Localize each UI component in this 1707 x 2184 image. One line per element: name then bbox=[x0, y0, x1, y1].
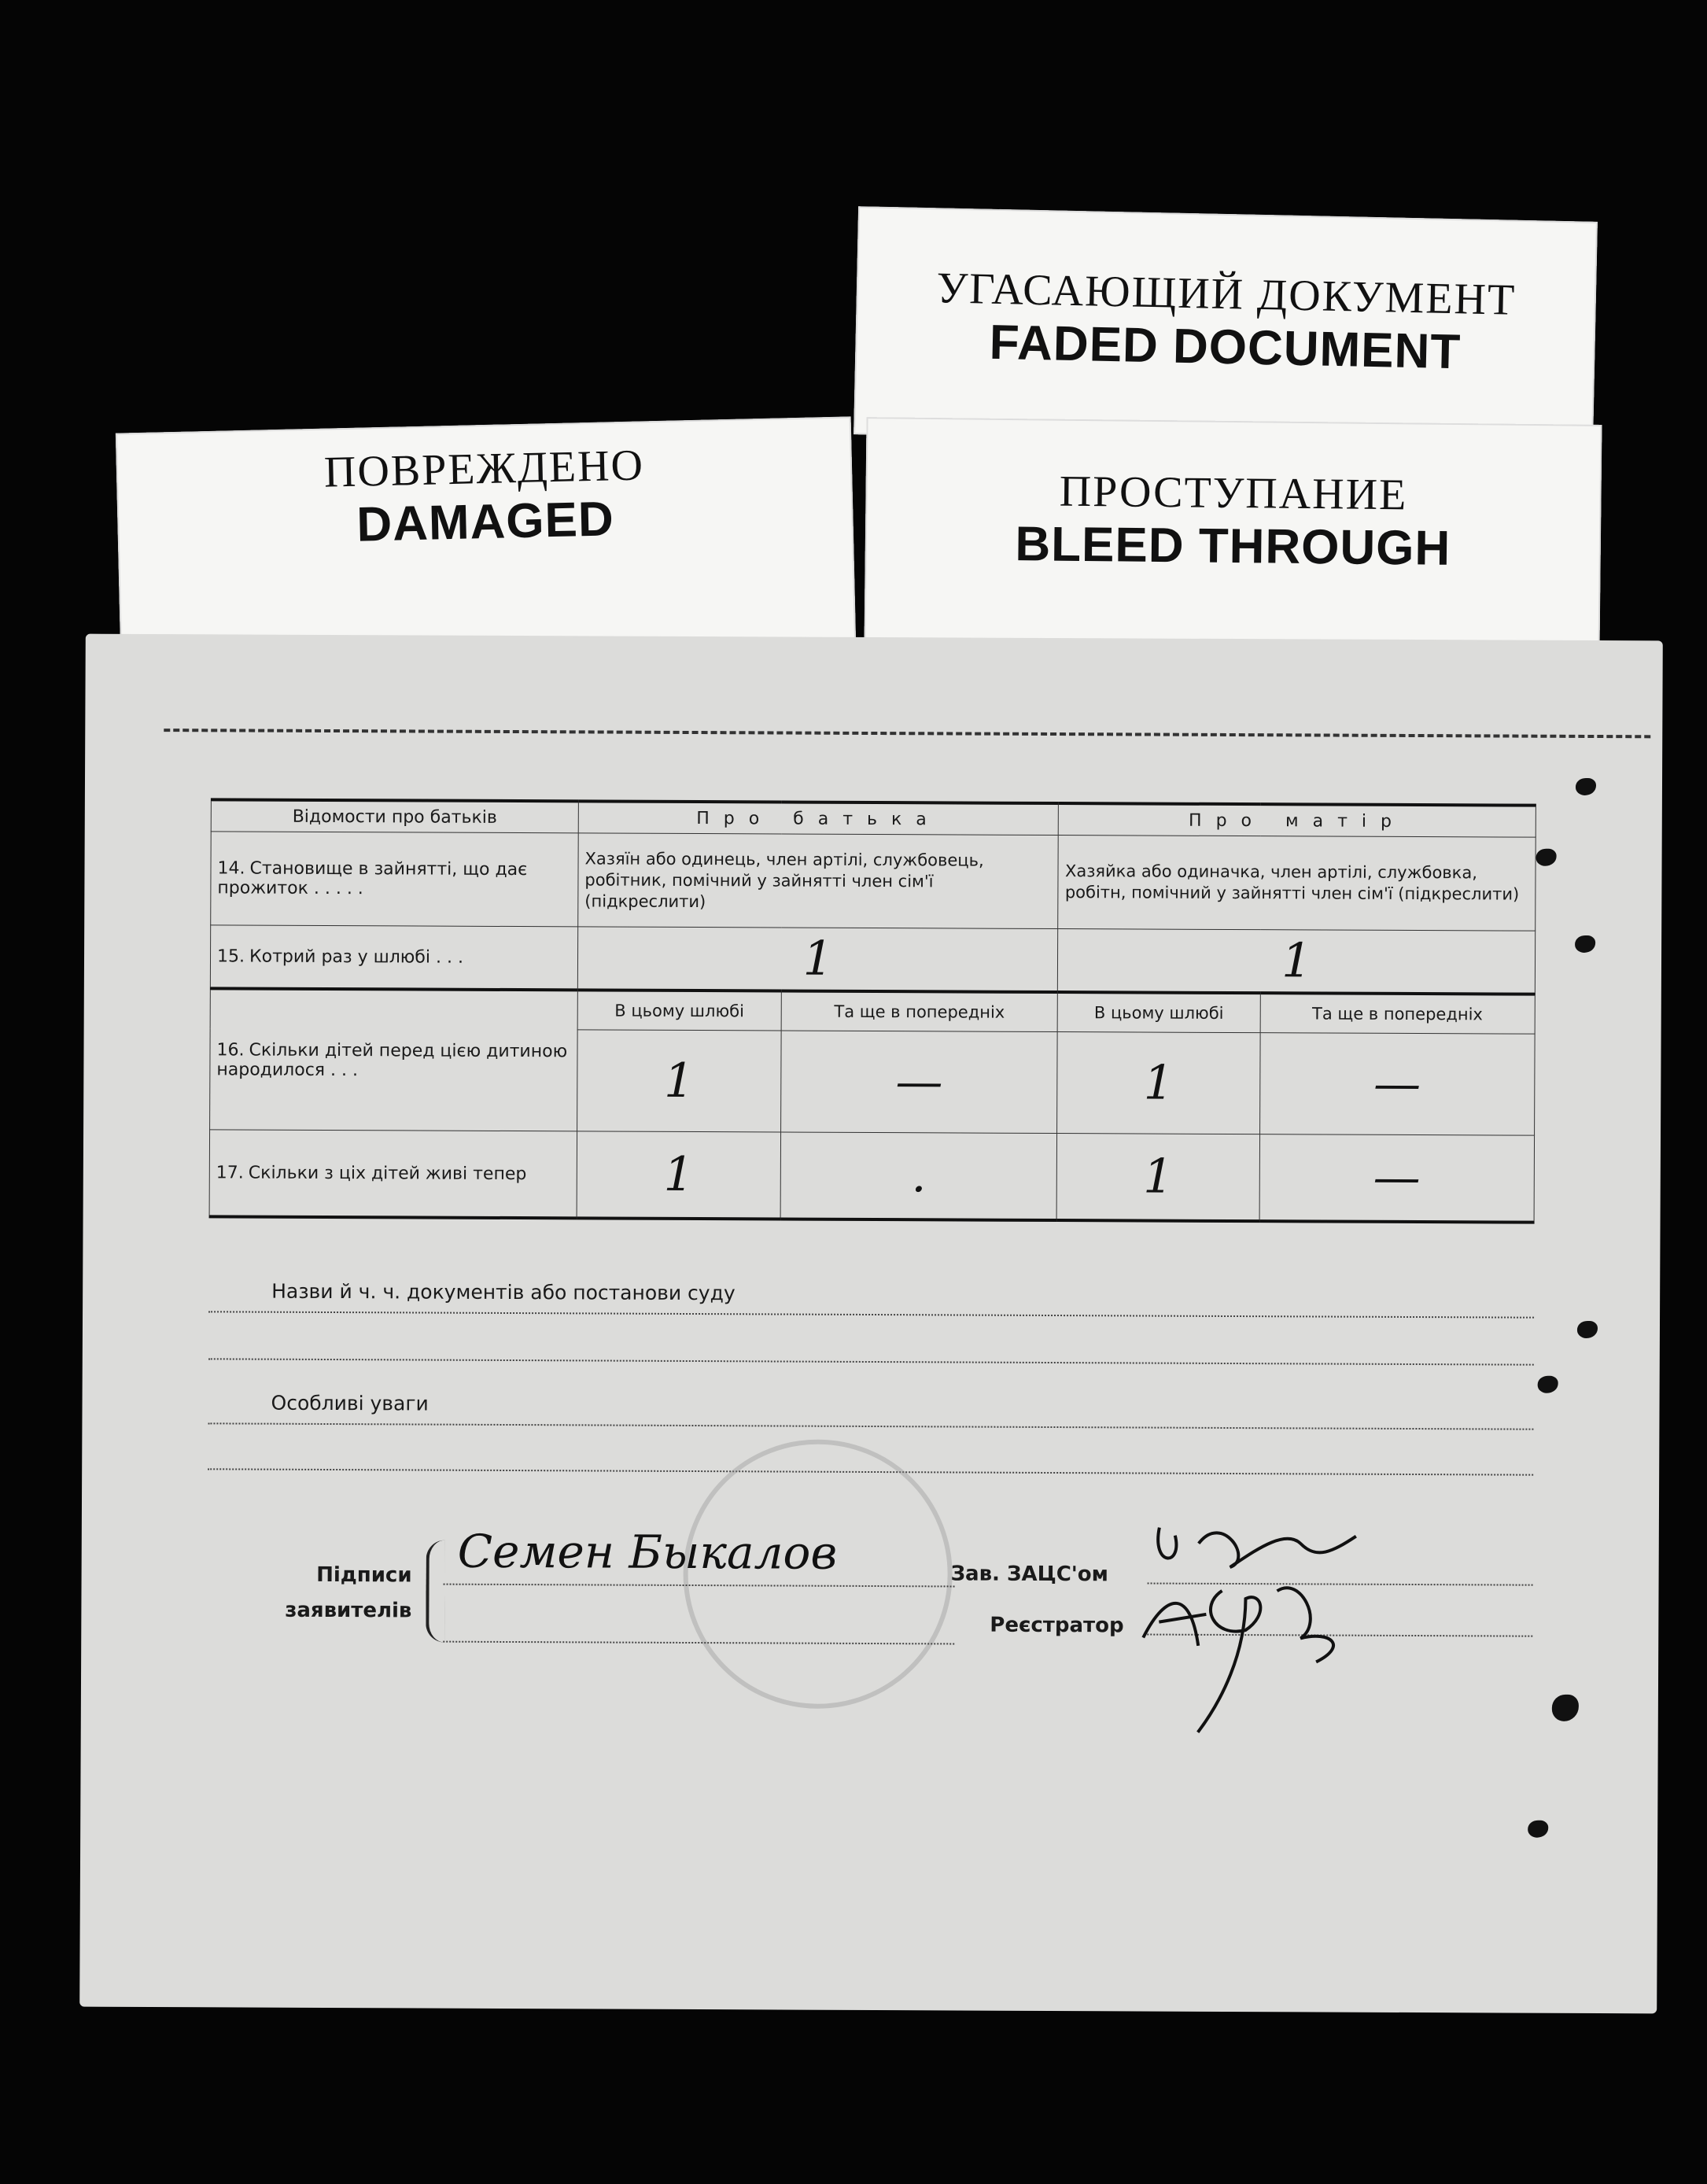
damaged-en-label: DAMAGED bbox=[356, 492, 615, 552]
perforation-line bbox=[164, 729, 1650, 738]
parents-info-table bbox=[209, 798, 1536, 1223]
row14-father-occupation: Хазяїн або одинець, член артілі, службовець, робітник, помічний у зайнятті член сім'ї (підкреслити) bbox=[578, 833, 1059, 929]
row17-label bbox=[209, 1130, 577, 1219]
row16-label bbox=[210, 988, 578, 1131]
punch-hole bbox=[1575, 935, 1595, 953]
remarks-label: Особливі уваги bbox=[271, 1391, 429, 1415]
row17-mother-this: 1 bbox=[1057, 1134, 1260, 1222]
row17-label-text: Скільки з ціх дітей живі тепер bbox=[248, 1163, 527, 1184]
record-form-page bbox=[79, 634, 1663, 2014]
damaged-card bbox=[116, 416, 856, 661]
punch-hole bbox=[1536, 849, 1557, 866]
row17-father-prev: . bbox=[780, 1132, 1057, 1220]
row14-number: 14. bbox=[217, 858, 245, 879]
documents-label: Назви й ч. ч. документів або постанови суду bbox=[271, 1279, 736, 1305]
punch-hole bbox=[1538, 1376, 1558, 1393]
punch-hole bbox=[1577, 1321, 1598, 1338]
row17-mother-prev: — bbox=[1259, 1134, 1535, 1223]
row15-number: 15. bbox=[216, 946, 245, 967]
signatures-label-2: заявителів bbox=[285, 1598, 412, 1623]
row16-father-this: 1 bbox=[577, 1030, 781, 1132]
remarks-line bbox=[208, 1391, 1533, 1430]
row15-label bbox=[210, 925, 577, 991]
row16-mother-this: 1 bbox=[1057, 1032, 1260, 1134]
header-parents-info: Відомости про батьків bbox=[211, 799, 578, 833]
signature-brace bbox=[426, 1540, 445, 1643]
header-father: Про батька bbox=[578, 801, 1059, 835]
header-mother: Про матір bbox=[1059, 803, 1536, 837]
subheader-mother-this: В цьому шлюбі bbox=[1058, 992, 1260, 1033]
punch-hole bbox=[1576, 778, 1596, 795]
bleed-ru-label: ПРОСТУПАНИЕ bbox=[1059, 467, 1408, 520]
faded-document-card bbox=[854, 206, 1598, 450]
damaged-ru-label: ПОВРЕЖДЕНО bbox=[323, 441, 645, 497]
applicant-signature: Семен Быкалов bbox=[457, 1524, 838, 1580]
bleed-en-label: BLEED THROUGH bbox=[1015, 517, 1451, 576]
faded-ru-label: УГАСАЮЩИЙ ДОКУМЕНТ bbox=[935, 264, 1517, 325]
registrar-label: Реєстратор bbox=[990, 1613, 1124, 1638]
row14-label-text: Становище в зайнятті, що дає прожиток . . . . . bbox=[217, 858, 528, 899]
subheader-mother-prev: Та ще в попередніх bbox=[1260, 993, 1536, 1034]
row14-mother-occupation: Хазяйка або одиначка, член артілі, службовка, робітн, помічний у зайнятті член сім'ї (підкреслити) bbox=[1058, 836, 1536, 932]
documents-line bbox=[208, 1279, 1534, 1318]
row16-label-text: Скільки дітей перед цією дитиною народилося . . . bbox=[216, 1040, 568, 1080]
documents-line-2 bbox=[208, 1358, 1534, 1365]
punch-hole bbox=[1528, 1821, 1548, 1838]
subheader-father-prev: Та ще в попередніх bbox=[781, 991, 1058, 1031]
head-label: Зав. ЗАЦС'ом bbox=[950, 1562, 1108, 1587]
row17-father-this: 1 bbox=[577, 1131, 780, 1219]
row15-father-value: 1 bbox=[577, 927, 1058, 992]
official-signatures-scribble bbox=[1127, 1496, 1427, 1749]
punch-hole bbox=[1552, 1695, 1579, 1721]
row16-mother-prev: — bbox=[1259, 1033, 1535, 1136]
row16-number: 16. bbox=[216, 1039, 245, 1061]
row14-label bbox=[211, 832, 579, 927]
faded-en-label: FADED DOCUMENT bbox=[989, 315, 1462, 380]
bleed-through-card bbox=[865, 417, 1602, 653]
subheader-father-this: В цьому шлюбі bbox=[577, 990, 781, 1031]
row16-father-prev: — bbox=[780, 1031, 1057, 1134]
row15-mother-value: 1 bbox=[1058, 929, 1536, 994]
signatures-label-1: Підписи bbox=[316, 1562, 412, 1588]
row17-number: 17. bbox=[216, 1162, 244, 1183]
row15-label-text: Котрий раз у шлюбі . . . bbox=[249, 946, 464, 968]
